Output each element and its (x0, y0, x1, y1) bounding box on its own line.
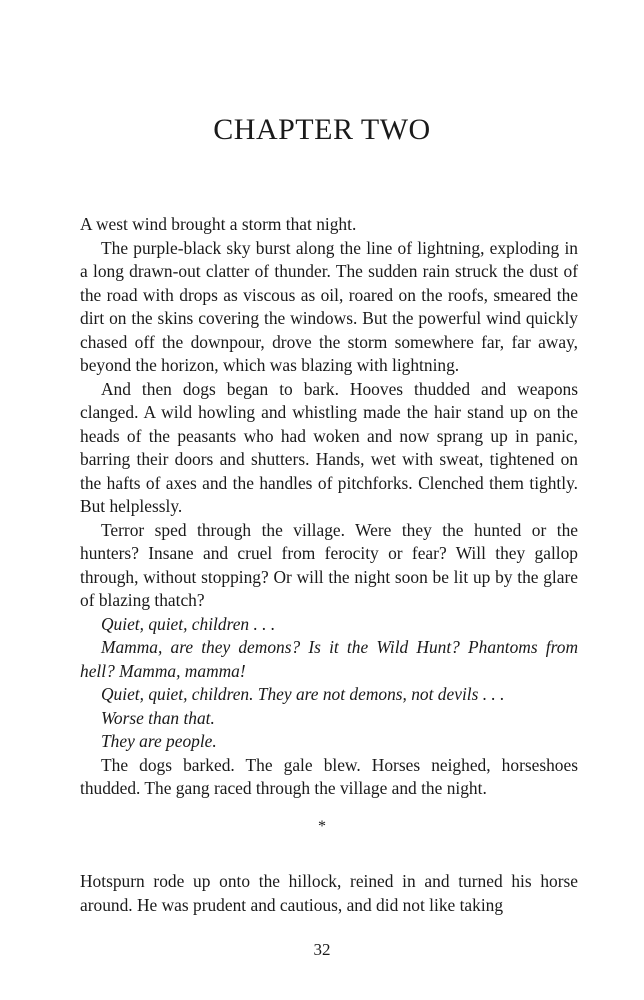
paragraph-9: They are people. (101, 731, 217, 751)
paragraph-1: A west wind brought a storm that night. (80, 214, 357, 234)
paragraph-10: The dogs barked. The gale blew. Horses neighed, horseshoes thudded. The gang raced through the village and the night. (80, 754, 578, 798)
section-separator: * (318, 818, 326, 835)
page-number: 32 (313, 940, 331, 959)
paragraph-3: And then dogs began to bark. Hooves thudded and weapons clanged. A wild howling and whistling made the hair stand up on the heads of the peasants who had woken and now sprang up in panic, barring their doors and shutters. Hands, wet with sweat, tightened on the hafts of axes and the handles of pitchforks. Clenched them tightly. But helplessly. (80, 378, 578, 516)
chapter-body (80, 213, 578, 801)
section-2-body (80, 870, 578, 917)
paragraph-8: Worse than that. (101, 707, 215, 728)
paragraph-5: Quiet, quiet, children . . . (101, 613, 276, 634)
paragraph-4: Terror sped through the village. Were they the hunted or the hunters? Insane and cruel from ferocity or fear? Will they gallop through, without stopping? Or will the night soon be lit up by the glare of blazing thatch? (80, 519, 578, 610)
paragraph-6: Mamma, are they demons? Is it the Wild Hunt? Phantoms from hell? Mamma, mamma! (80, 637, 578, 681)
paragraph-7: Quiet, quiet, children. They are not demons, not devils . . . (101, 684, 505, 704)
paragraph-11: Hotspurn rode up onto the hillock, reined in and turned his horse around. He was prudent and cautious, and did not like taking (80, 871, 578, 915)
chapter-title: CHAPTER TWO (213, 113, 431, 146)
paragraph-2: The purple-black sky burst along the line of lightning, exploding in a long drawn-out clatter of thunder. The sudden rain struck the dust of the road with drops as viscous as oil, roared on the roofs, smeared the dirt on the skins covering the windows. But the powerful wind quickly chased off the downpour, drove the storm somewhere far, far away, beyond the horizon, which was blazing with lightning. (80, 237, 578, 375)
